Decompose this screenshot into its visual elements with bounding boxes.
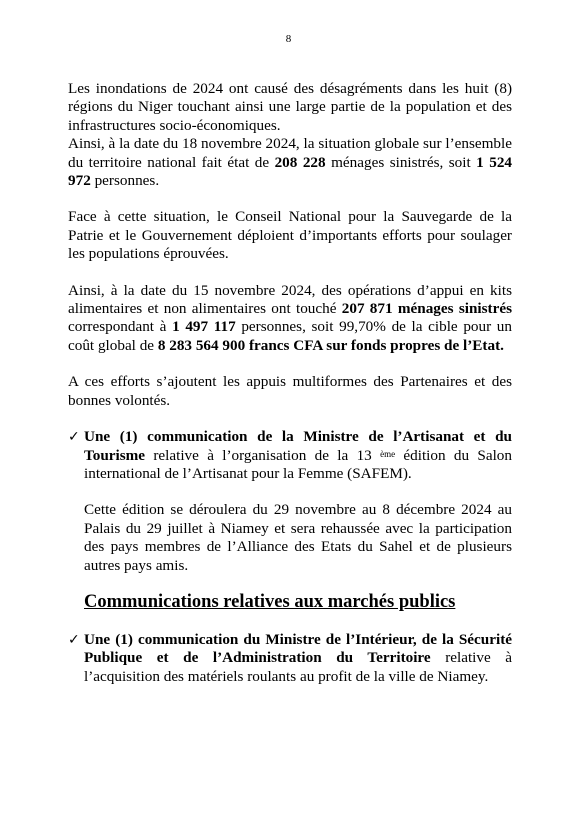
households-count: 208 228: [274, 153, 326, 171]
list-item-detail: Cette édition se déroulera du 29 novembre au 8 décembre 2024 au Palais du 29 juillet à Niamey et sera rehaussée avec la participation des pays membres de l’Alliance des Etats du Sahel et de plusieurs autres pays amis.: [84, 501, 512, 574]
paragraph-floods: Les inondations de 2024 ont causé des désagréments dans les huit (8) régions du Niger touchant ainsi une large partie de la population et des infrastructures socio-économiques.: [68, 80, 512, 134]
checkmark-icon: ✓: [68, 429, 80, 446]
section-heading: Communications relatives aux marchés publics: [84, 591, 456, 612]
global-cost: 8 283 564 900 francs CFA sur fonds propres de l’Etat.: [157, 336, 504, 354]
list-item-vehicles: [68, 631, 512, 686]
document-body: [68, 80, 512, 686]
paragraph-partners: A ces efforts s’ajoutent les appuis multiformes des Partenaires et des bonnes volontés.: [68, 373, 512, 409]
paragraph-situation: Ainsi, à la date du 18 novembre 2024, la situation globale sur l’ensemble du territoire national fait état de 208 228 ménages sinistrés, soit 1 524 972 personnes.: [68, 135, 513, 190]
list-item-text: Une (1) communication du Ministre de l’Intérieur, de la Sécurité Publique et de l’Administration du Territoire relative à l’acquisition des matériels roulants au profit de la ville de Niamey.: [84, 630, 513, 685]
list-item-safem: [68, 428, 512, 483]
paragraph-efforts: Face à cette situation, le Conseil National pour la Sauvegarde de la Patrie et le Gouvernement déploient d’importants efforts pour soulager les populations éprouvées.: [68, 208, 512, 263]
persons-count: 1 524 972: [68, 153, 513, 190]
paragraph-operations: Ainsi, à la date du 15 novembre 2024, des opérations d’appui en kits alimentaires et non alimentaires ont touché 207 871 ménages sinistrés correspondant à 1 497 117 personnes, soit 99,70% de la cible pour un coût global de 8 283 564 900 francs CFA sur fonds propres de l’Etat.: [68, 281, 512, 354]
page-number: 8: [285, 33, 292, 45]
households-reached: 207 871 ménages sinistrés: [341, 300, 512, 318]
persons-reached: 1 497 117: [172, 318, 236, 336]
checkmark-icon: ✓: [68, 631, 80, 648]
list-item-text: Une (1) communication de la Ministre de l’Artisanat et du Tourisme relative à l’organisation de la 13 $^{ème}$ édition du Salon international de l’Artisanat pour la Femme (SAFEM).: [84, 428, 512, 482]
